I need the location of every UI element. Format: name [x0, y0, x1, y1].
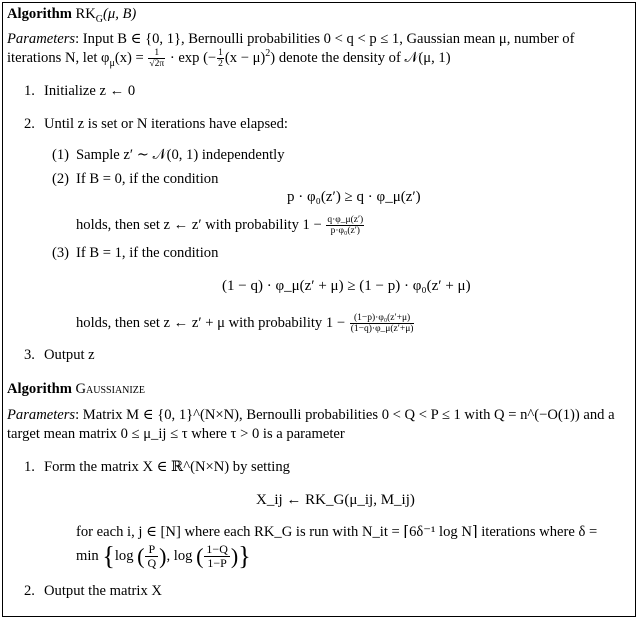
algo1-step2-num: 2.	[24, 116, 35, 132]
algo1-step3-num: 3.	[24, 347, 35, 363]
algo1-params-label: Parameters	[7, 31, 76, 47]
algo1-params-text: : Input B ∈ {0, 1}, Bernoulli probabilities 0 < q < p ≤ 1, Gaussian mean μ, number of	[75, 31, 575, 47]
algo1-cond1: p · φ₀(z′) ≥ q · φ_μ(z′)	[287, 189, 421, 205]
algo1-holds1-frac: $\frac{q\cdot\varphi\_\mu(z')}{\text{p·φ₀(z′)}}$	[327, 215, 364, 237]
algo2-header	[7, 380, 145, 398]
algo1-step1-text: Initialize z ← 0	[44, 83, 136, 99]
algo1-sub1-num: (1)	[52, 147, 70, 163]
algo2-params-line2: target mean matrix 0 ≤ μ_ij ≤ τ where τ > 0 is a parameter	[7, 426, 345, 442]
algo1-name-sub: G	[95, 13, 104, 25]
algo2-foreach: for each i, j ∈ [N] where each RK_G is run with N_it = ⌈6δ⁻¹ log N⌉ iterations where δ =	[76, 524, 598, 540]
algo2-frac-qp: $\frac{1-Q}{1-P}$	[206, 542, 228, 571]
algo1-name-args: (μ, B)	[103, 6, 137, 22]
algo1-params2-a: iterations N, let φ	[7, 50, 110, 66]
algo2-min: min {log ( $\frac{P}{Q}$ ), log ( $\frac{1-Q}{1-P}$ )}	[76, 541, 251, 571]
algo1-params2-d: denote the density of 𝒩(μ, 1)	[278, 50, 451, 66]
algo2-params-label: Parameters	[7, 407, 76, 423]
algo1-sub3-text: If B = 1, if the condition	[76, 245, 219, 261]
algo1-step1-num: 1.	[24, 83, 35, 99]
algo1-holds1-text: holds, then set z ← z′ with probability 1 −	[76, 217, 322, 233]
algo2-params-text: : Matrix M ∈ {0, 1}^(N×N), Bernoulli probabilities 0 < Q < P ≤ 1 with Q = n^(−O(1)) and a	[75, 407, 615, 423]
algo1-step3-text: Output z	[44, 347, 95, 363]
algo1-params-line2: iterations N, let $\varphi_\mu(x)$ = $\frac{1}{√2\pi}$ · exp (− $\frac{1}{2}$ $(x - \mu)^2$) denote the density of 𝒩(μ, 1)	[7, 48, 451, 70]
algo1-params2-b: (x) =	[114, 50, 144, 66]
algo1-cond2: (1 − q) · φ_μ(z′ + μ) ≥ (1 − p) · φ₀(z′ + μ)	[222, 278, 471, 294]
algo2-step2-num: 2.	[24, 583, 35, 599]
algo2-params-line1	[7, 406, 615, 424]
algo1-label: Algorithm	[7, 6, 72, 22]
algo1-sub2-text: If B = 0, if the condition	[76, 171, 219, 187]
algo1-holds1	[76, 214, 365, 236]
algo1-header	[7, 5, 136, 23]
algo1-sub2-num: (2)	[52, 171, 70, 187]
algo2-name: Gaussianize	[75, 381, 145, 397]
algo1-frac-half: $\frac{1}{2}$	[218, 48, 223, 70]
algo2-step2-text: Output the matrix X	[44, 583, 162, 599]
algo1-holds2-frac: $\frac{\text{(1−p)·φ₀(z′+μ)}}{(1-q)\cdot\varphi\_\mu(z'+\mu)}$	[350, 313, 414, 335]
algo1-params2-c: · exp	[169, 50, 200, 66]
algo1-sub3-num: (3)	[52, 245, 70, 261]
algo1-holds2-text: holds, then set z ← z′ + μ with probability 1 −	[76, 315, 346, 331]
algo1-frac-sqrt: $\frac{1}{√2\pi}$	[149, 48, 165, 70]
algo1-sub1-text: Sample z′ ∼ 𝒩(0, 1) independently	[76, 147, 285, 163]
algo1-holds2	[76, 312, 415, 334]
algo2-step1-num: 1.	[24, 459, 35, 475]
algo2-frac-pq: $\frac{P}{Q}$	[147, 542, 157, 571]
algo2-step1-text: Form the matrix X ∈ ℝ^(N×N) by setting	[44, 459, 290, 475]
algo2-min-text: min	[76, 548, 99, 564]
algo2-eq: X_ij ← RK_G(μ_ij, M_ij)	[256, 492, 415, 508]
algo2-label: Algorithm	[7, 381, 72, 397]
algo1-step2-text: Until z is set or N iterations have elapsed:	[44, 116, 288, 132]
algo1-name: RK	[75, 6, 96, 22]
algo1-params-line1	[7, 30, 574, 48]
